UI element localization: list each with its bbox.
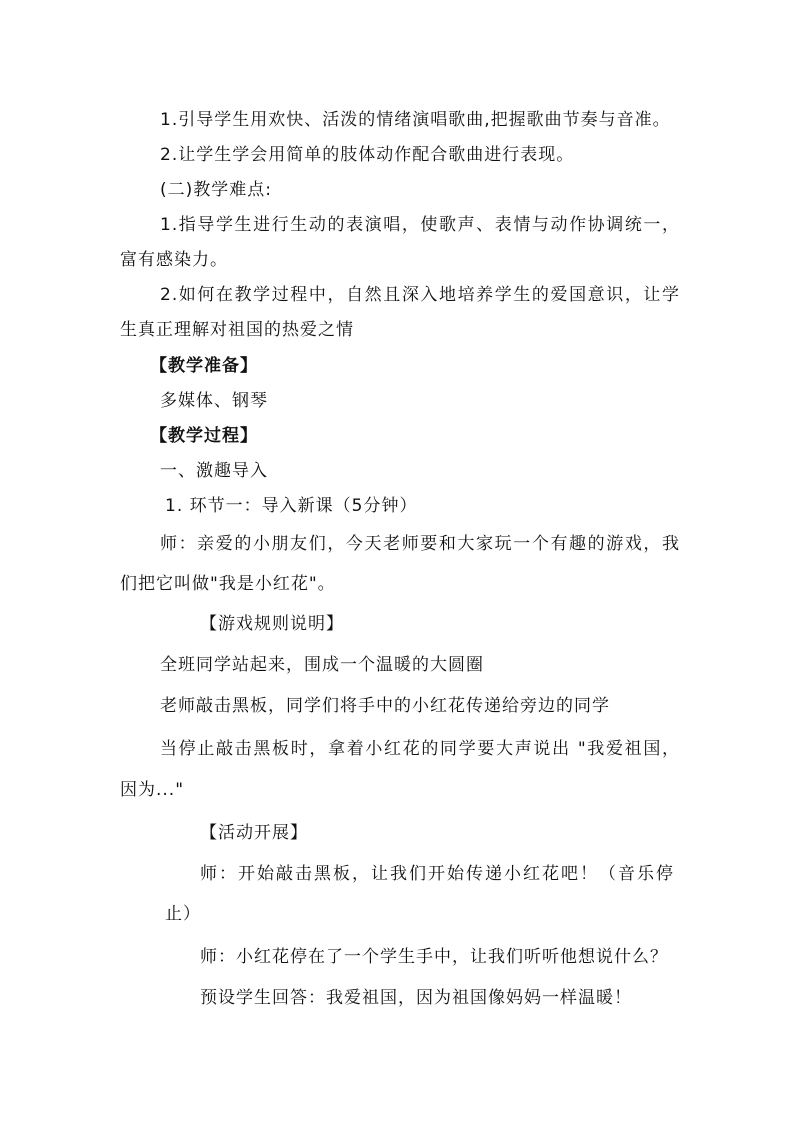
activity-3: 预设学生回答：我爱祖国，因为祖国像妈妈一样温暖！ (200, 988, 632, 1008)
preparation-content: 多媒体、钢琴 (160, 391, 268, 411)
difficulty-item-1-line-1: 1.指导学生进行生动的表演唱，使歌声、表情与动作协调统一， (160, 215, 680, 235)
difficulties-heading: (二)教学难点: (160, 180, 272, 200)
objective-item-1: 1.引导学生用欢快、活泼的情绪演唱歌曲,把握歌曲节奏与音准。 (160, 110, 671, 130)
activity-heading: 【活动开展】 (200, 823, 308, 843)
rule-3-line-1: 当停止敲击黑板时，拿着小红花的同学要大声说出 "我爱祖国， (160, 739, 680, 759)
process-section-1: 一、激趣导入 (160, 461, 268, 481)
difficulty-item-2-line-1: 2.如何在教学过程中，自然且深入地培养学生的爱国意识，让学 (160, 285, 680, 305)
teacher-intro-line-1: 师：亲爱的小朋友们，今天老师要和大家玩一个有趣的游戏，我 (160, 534, 680, 554)
activity-1-line-2: 止） (165, 904, 201, 924)
activity-1-line-1: 师：开始敲击黑板，让我们开始传递小红花吧！（音乐停 (200, 864, 674, 884)
objective-item-2: 2.让学生学会用简单的肢体动作配合歌曲进行表现。 (160, 145, 575, 165)
difficulty-item-2-line-2: 生真正理解对祖国的热爱之情 (120, 320, 354, 340)
preparation-heading: 【教学准备】 (150, 356, 258, 376)
activity-2: 师：小红花停在了一个学生手中，让我们听听他想说什么？ (200, 947, 668, 967)
teacher-intro-line-2: 们把它叫做"我是小红花"。 (120, 574, 336, 594)
rules-heading: 【游戏规则说明】 (200, 614, 344, 634)
process-heading: 【教学过程】 (150, 426, 258, 446)
rule-1: 全班同学站起来，围成一个温暖的大圆圈 (160, 655, 484, 675)
process-step-1: 1. 环节一：导入新课（5分钟） (165, 496, 418, 516)
rule-3-line-2: 因为..." (120, 780, 185, 800)
rule-2: 老师敲击黑板，同学们将手中的小红花传递给旁边的同学 (160, 696, 610, 716)
difficulty-item-1-line-2: 富有感染力。 (120, 250, 228, 270)
